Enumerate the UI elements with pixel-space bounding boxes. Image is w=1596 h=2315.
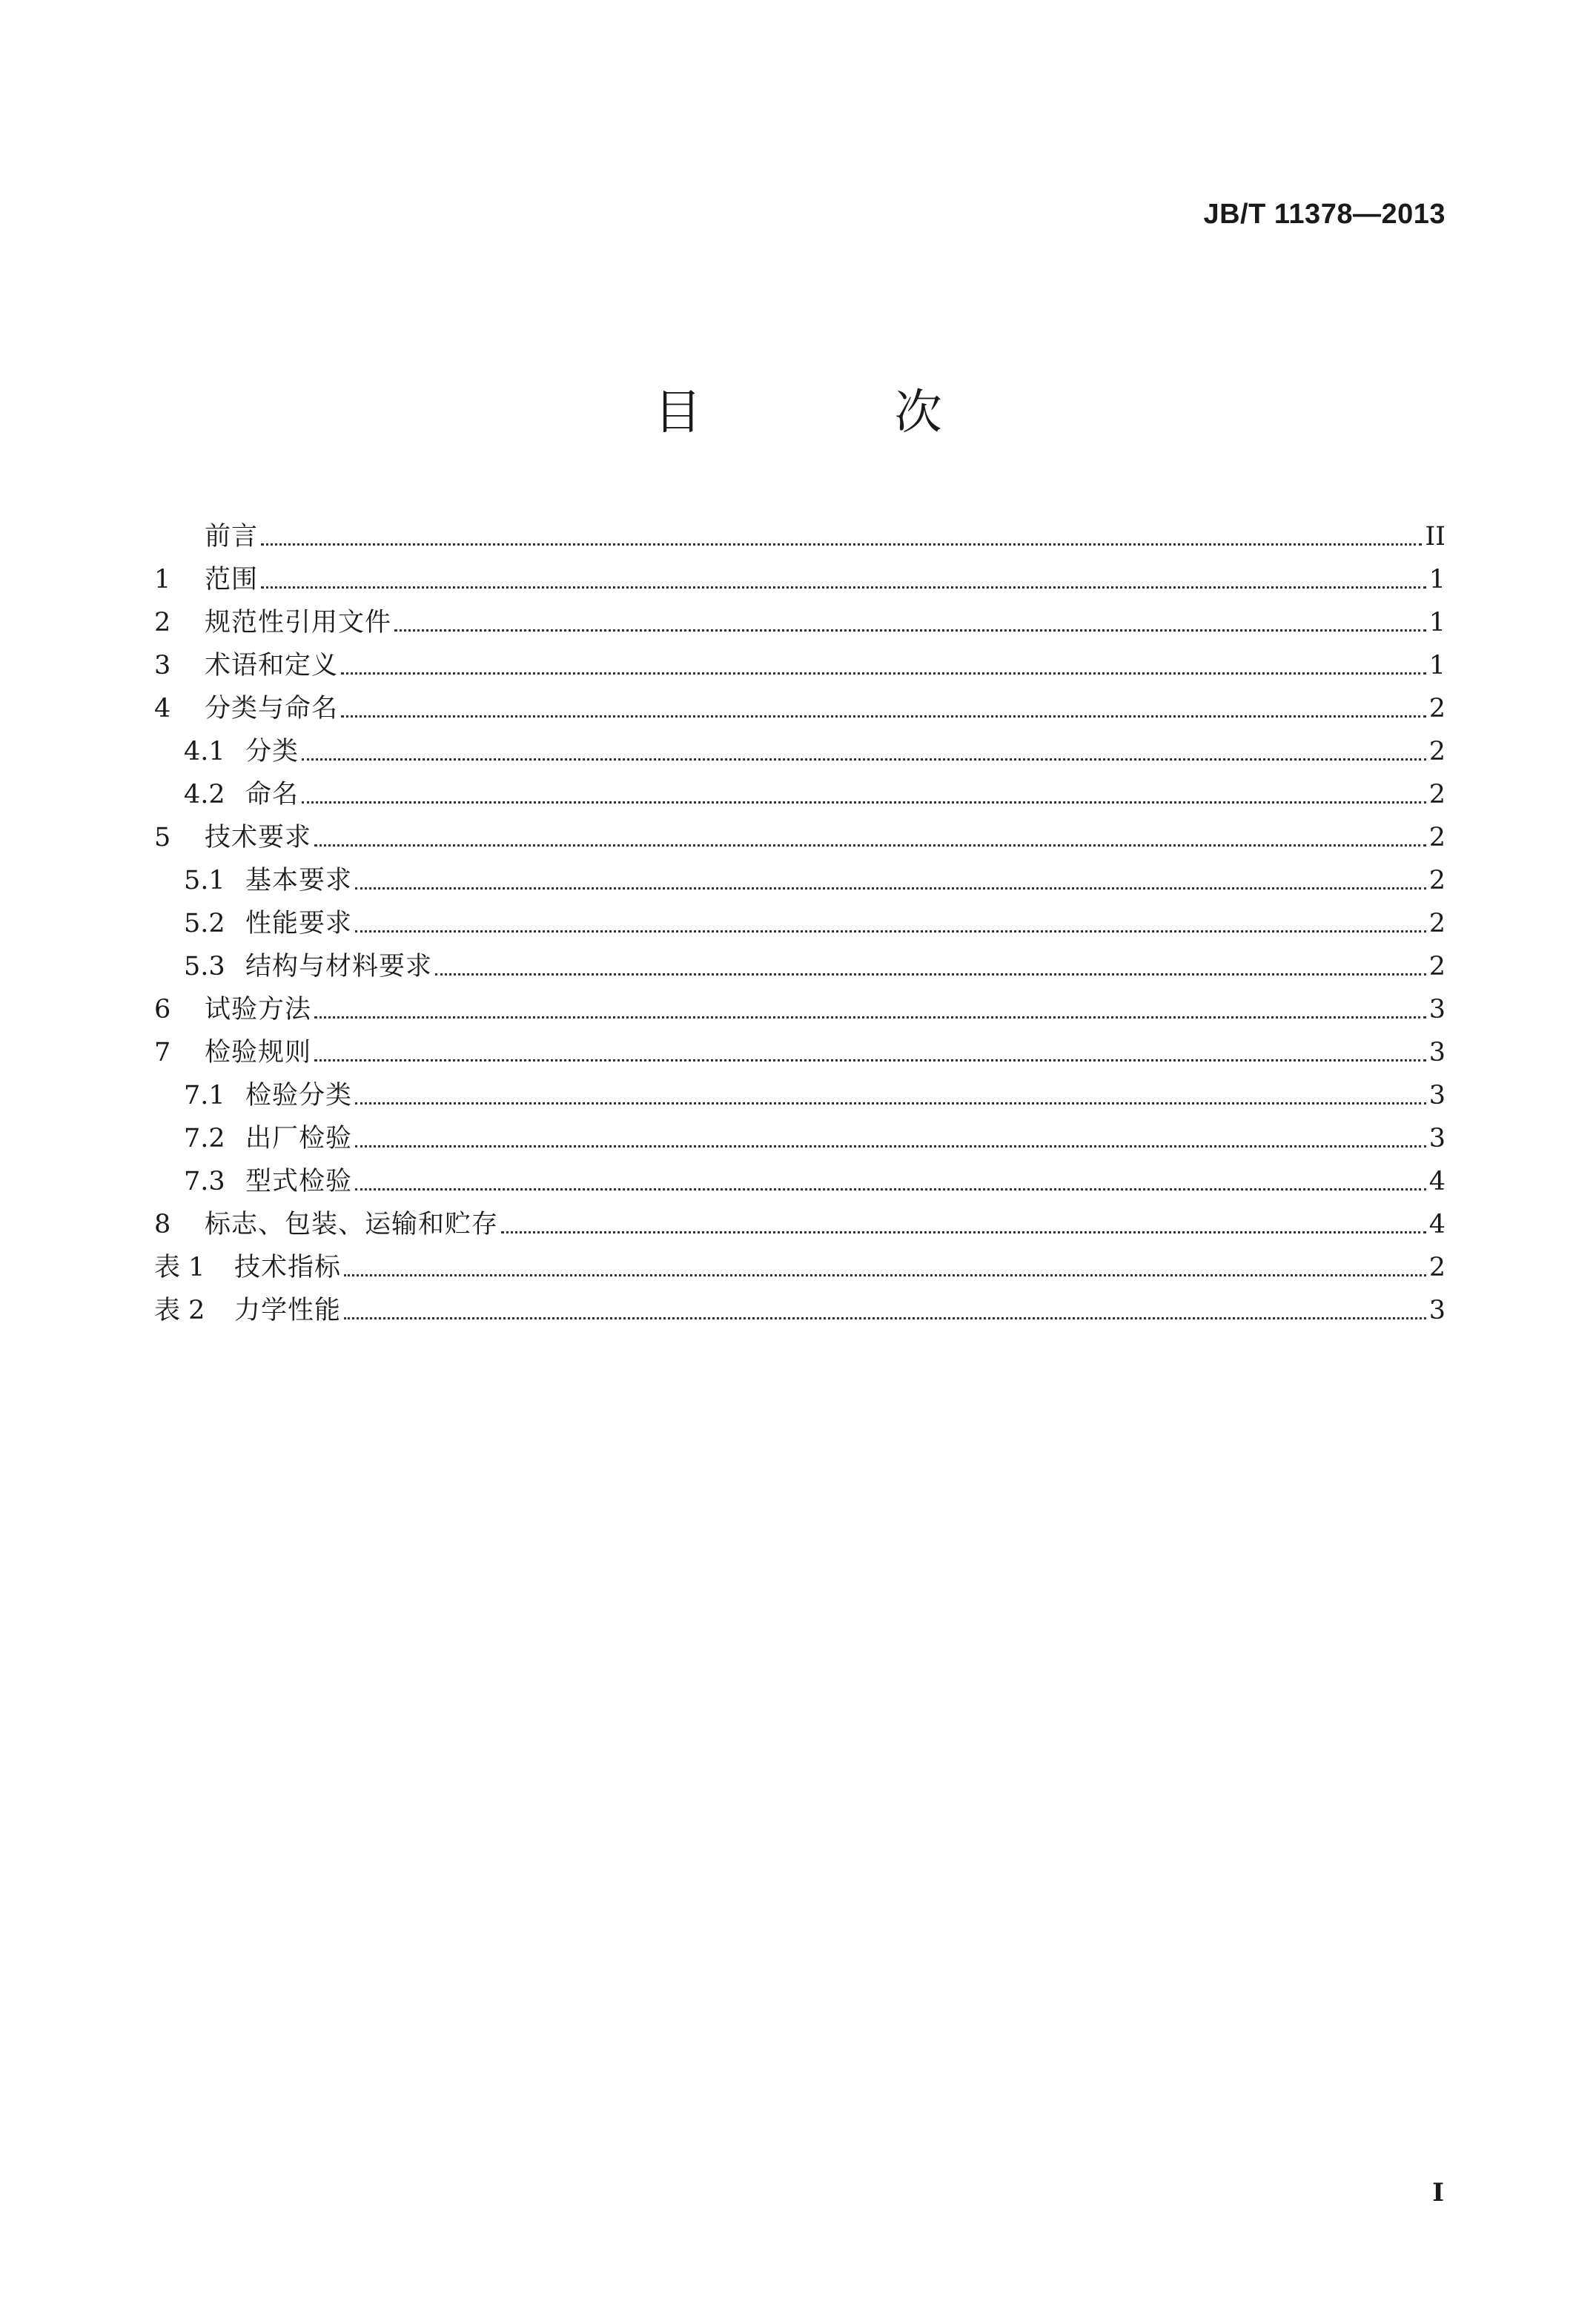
toc-entry-label: 规范性引用文件	[205, 608, 392, 637]
toc-entry-label: 性能要求	[245, 909, 353, 938]
dot-leader	[302, 758, 1426, 761]
toc-entry-number: 表 2	[154, 1296, 205, 1325]
toc-entry-page: 3	[1428, 1296, 1446, 1325]
table-of-contents	[154, 509, 1446, 1325]
toc-entry-page: 1	[1428, 608, 1446, 637]
dot-leader	[261, 586, 1426, 589]
dot-leader	[261, 543, 1422, 546]
toc-entry-4-2[interactable]	[154, 766, 1446, 809]
toc-entry-label: 力学性能	[234, 1296, 342, 1325]
toc-entry-number: 6	[154, 995, 171, 1024]
toc-entry-label: 命名	[245, 780, 299, 809]
toc-entry-6[interactable]	[154, 981, 1446, 1024]
toc-entry-number: 5.3	[184, 952, 225, 981]
page-number: I	[1432, 2178, 1444, 2208]
toc-entry-7[interactable]	[154, 1024, 1446, 1067]
dot-leader	[355, 887, 1426, 890]
dot-leader	[314, 844, 1426, 847]
dot-leader	[355, 1145, 1426, 1147]
dot-leader	[341, 672, 1426, 675]
document-code: JB/T 11378—2013	[1203, 199, 1446, 230]
toc-entry-page: 2	[1428, 1253, 1446, 1282]
dot-leader	[355, 1188, 1426, 1190]
toc-entry-4-1[interactable]	[154, 723, 1446, 766]
dot-leader	[435, 973, 1426, 976]
toc-entry-2[interactable]	[154, 595, 1446, 637]
toc-entry-page: 2	[1428, 866, 1446, 895]
toc-entry-3[interactable]	[154, 637, 1446, 680]
dot-leader	[501, 1231, 1426, 1233]
dot-leader	[314, 1016, 1426, 1019]
toc-entry-number: 5.1	[184, 866, 225, 895]
toc-entry-label: 基本要求	[245, 866, 353, 895]
dot-leader	[355, 1102, 1426, 1104]
toc-entry-number: 8	[154, 1210, 171, 1239]
toc-entry-8[interactable]	[154, 1196, 1446, 1239]
toc-entry-4[interactable]	[154, 680, 1446, 723]
toc-entry-5-1[interactable]	[154, 852, 1446, 895]
toc-entry-page: 3	[1428, 1081, 1446, 1110]
toc-entry-7-3[interactable]	[154, 1153, 1446, 1196]
toc-entry-number: 4	[154, 694, 171, 723]
toc-entry-page: 4	[1428, 1167, 1446, 1196]
toc-entry-label: 技术要求	[205, 823, 312, 852]
toc-entry-label: 分类	[245, 737, 299, 766]
toc-entry-label: 检验分类	[245, 1081, 353, 1110]
dot-leader	[355, 930, 1426, 933]
toc-entry-label: 范围	[205, 565, 259, 595]
toc-entry-page: 2	[1428, 694, 1446, 723]
dot-leader	[344, 1317, 1426, 1319]
toc-entry-number: 5.2	[184, 909, 225, 938]
dot-leader	[341, 715, 1426, 718]
toc-entry-5-2[interactable]	[154, 895, 1446, 938]
toc-entry-page: 2	[1428, 823, 1446, 852]
toc-entry-table-2[interactable]	[154, 1282, 1446, 1325]
dot-leader	[314, 1059, 1426, 1062]
toc-entry-label: 前言	[205, 522, 259, 552]
toc-entry-7-2[interactable]	[154, 1110, 1446, 1153]
toc-entry-label: 标志、包装、运输和贮存	[205, 1210, 499, 1239]
toc-entry-preface[interactable]	[154, 509, 1446, 552]
toc-entry-page: 2	[1428, 737, 1446, 766]
toc-entry-label: 术语和定义	[205, 651, 339, 680]
toc-entry-number: 7.2	[184, 1124, 225, 1153]
toc-entry-number: 2	[154, 608, 171, 637]
toc-title: 目 次	[654, 385, 1031, 440]
toc-entry-page: 3	[1428, 1038, 1446, 1067]
toc-entry-page: 2	[1428, 952, 1446, 981]
toc-entry-number: 3	[154, 651, 171, 680]
toc-entry-page: 1	[1428, 651, 1446, 680]
toc-entry-page: 3	[1428, 995, 1446, 1024]
dot-leader	[344, 1274, 1426, 1276]
toc-entry-label: 检验规则	[205, 1038, 312, 1067]
toc-entry-number: 5	[154, 823, 171, 852]
toc-entry-label: 型式检验	[245, 1167, 353, 1196]
toc-entry-5-3[interactable]	[154, 938, 1446, 981]
toc-entry-label: 结构与材料要求	[245, 952, 433, 981]
toc-entry-5[interactable]	[154, 809, 1446, 852]
toc-entry-page: 2	[1428, 780, 1446, 809]
toc-entry-number: 7.3	[184, 1167, 225, 1196]
toc-entry-number: 4.2	[184, 780, 225, 809]
toc-entry-number: 表 1	[154, 1253, 205, 1282]
toc-entry-7-1[interactable]	[154, 1067, 1446, 1110]
toc-entry-label: 试验方法	[205, 995, 312, 1024]
toc-entry-number: 1	[154, 565, 171, 595]
dot-leader	[394, 629, 1426, 632]
toc-entry-label: 技术指标	[234, 1253, 342, 1282]
toc-entry-label: 出厂检验	[245, 1124, 353, 1153]
toc-entry-number: 7.1	[184, 1081, 225, 1110]
toc-entry-page: 3	[1428, 1124, 1446, 1153]
toc-entry-page: 2	[1428, 909, 1446, 938]
dot-leader	[302, 801, 1426, 804]
toc-entry-1[interactable]	[154, 552, 1446, 595]
toc-entry-number: 7	[154, 1038, 171, 1067]
toc-entry-label: 分类与命名	[205, 694, 339, 723]
toc-entry-page: II	[1425, 522, 1446, 552]
toc-entry-page: 1	[1428, 565, 1446, 595]
toc-entry-number: 4.1	[184, 737, 225, 766]
toc-entry-page: 4	[1428, 1210, 1446, 1239]
toc-entry-table-1[interactable]	[154, 1239, 1446, 1282]
